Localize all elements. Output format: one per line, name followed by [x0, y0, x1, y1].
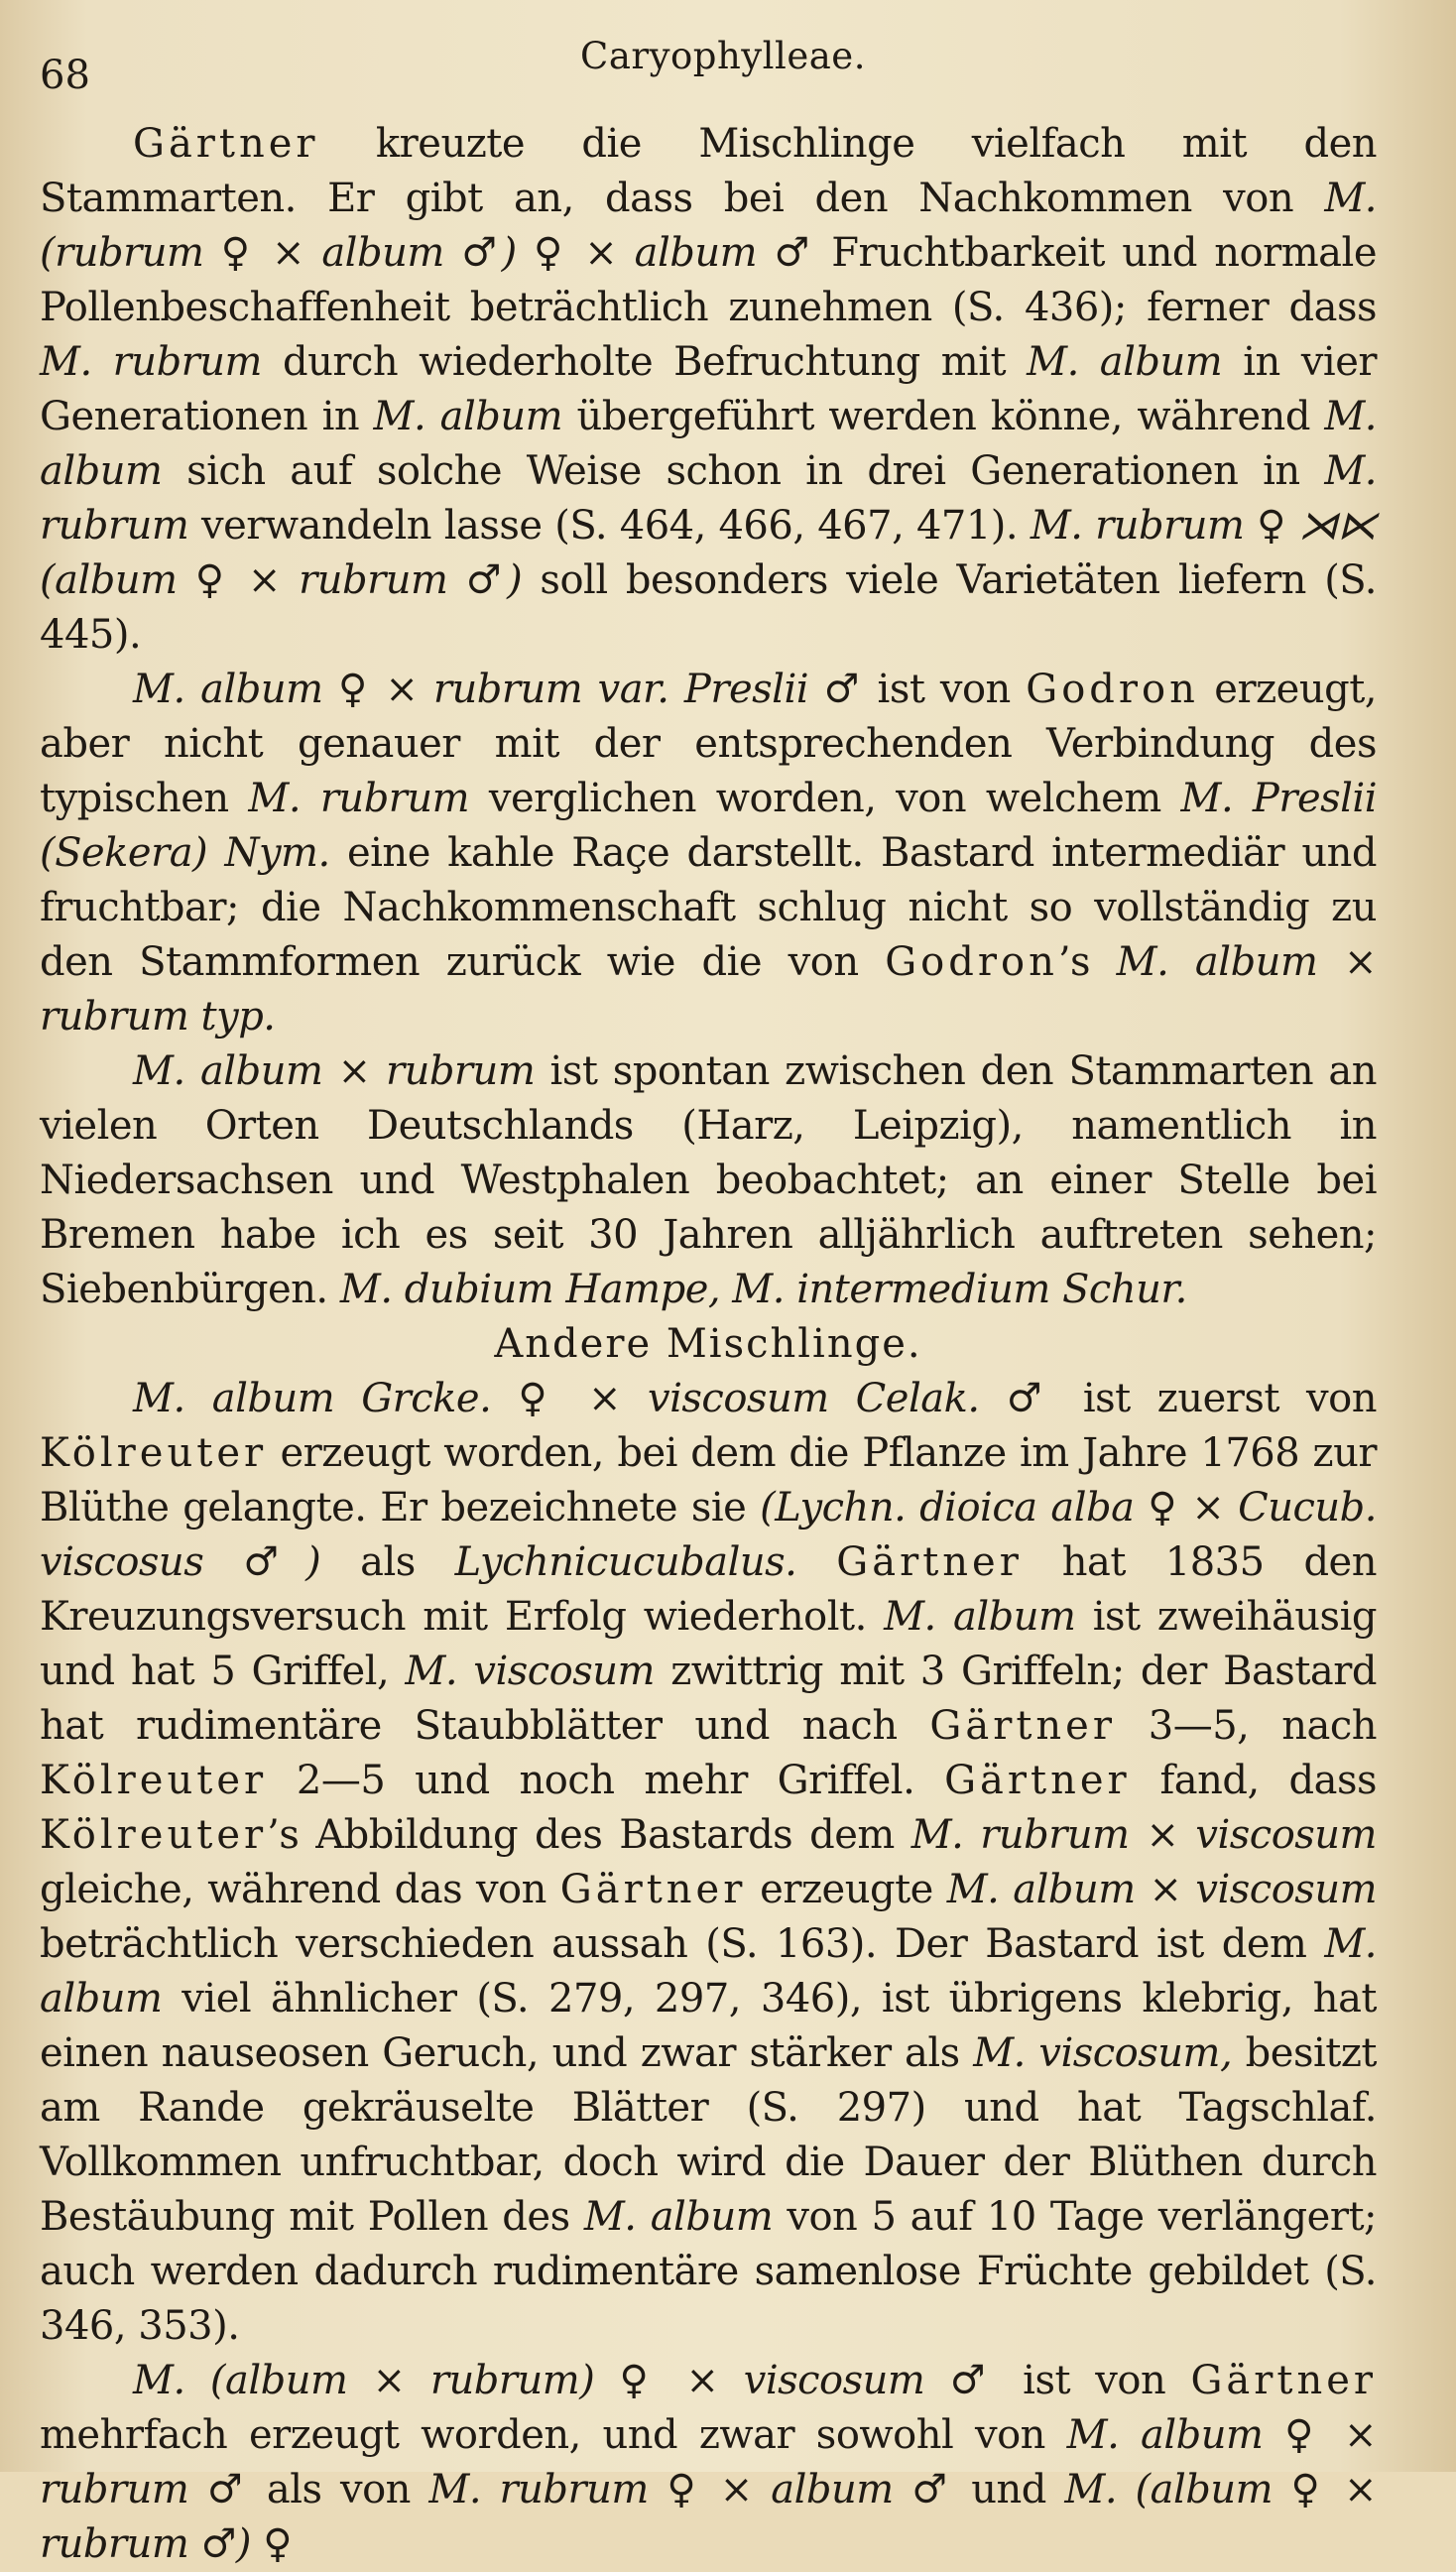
- italic-segment: M. rubrum × viscosum: [910, 1812, 1377, 1858]
- text-segment: und: [952, 2467, 1065, 2512]
- text-segment: verwandeln lasse (S. 464, 466, 467, 471).: [188, 503, 1031, 549]
- italic-segment: M. album: [40, 1921, 1377, 2021]
- text-segment: erzeugte: [746, 1867, 947, 1912]
- spaced-name-segment: Gärtner: [929, 1703, 1116, 1749]
- text-segment: mehrfach erzeugt worden, und zwar sowohl von: [40, 2412, 1067, 2458]
- italic-segment: M. album: [884, 1594, 1076, 1640]
- spaced-name-segment: Kölreuter: [40, 1758, 268, 1803]
- text-segment: [796, 1539, 836, 1585]
- spaced-name-segment: Gärtner: [944, 1758, 1131, 1803]
- italic-segment: M. album ♀ × rubrum ♂: [40, 2412, 1377, 2512]
- text-segment: ’s: [1057, 939, 1117, 985]
- text-segment: gleiche, während das von: [40, 1867, 560, 1912]
- italic-segment: M. album × rubrum: [133, 1048, 536, 1094]
- italic-segment: M. album × rubrum typ.: [40, 939, 1377, 1040]
- italic-segment: M. (rubrum ♀ × album ♂) ♀ × album ♂: [40, 176, 1377, 276]
- italic-segment: M. album: [373, 394, 563, 439]
- text-segment: besitzt am Rande gekräuselte Blätter (S. 297) und hat Tagschlaf. Vollkommen unfruchtbar, doch wird die Dauer der Blüthen durch Bestäubung mit Pollen des: [40, 2030, 1378, 2240]
- text-segment: viel ähnlicher (S. 279, 297, 346), ist übrigens klebrig, hat einen nauseosen Geruch, und zwar stärker als: [40, 1976, 1377, 2076]
- spaced-name-segment: Gärtner: [133, 121, 319, 167]
- text-segment: kreuzte die Mischlinge vielfach mit den Stammarten. Er gibt an, dass bei den Nachkommen von: [40, 121, 1377, 221]
- spaced-name-segment: Kölreuter: [40, 1430, 268, 1476]
- text-segment: als: [320, 1539, 455, 1585]
- spaced-name-segment: Gärtner: [836, 1539, 1023, 1585]
- text-segment: ist von: [862, 667, 1027, 712]
- text-segment: zwittrig mit 3 Griffeln; der Bastard hat rudimentäre Staubblätter und nach: [40, 1649, 1377, 1749]
- italic-segment: M. album: [40, 394, 1377, 494]
- text-segment: ist spontan zwischen den Stammarten an vielen Orten Deutschlands (Harz, Leipzig), namentlich in Niedersachsen und Westphalen beobachtet; an einer Stelle bei Bremen habe ich es seit 30 Jahren alljährlich auftreten sehen; Siebenbürgen.: [40, 1048, 1377, 1312]
- italic-segment: M. album × viscosum: [946, 1867, 1378, 1912]
- text-segment: durch wiederholte Befruchtung mit: [261, 339, 1028, 385]
- page-header: [40, 22, 1406, 101]
- spaced-name-segment: Kölreuter: [40, 1812, 268, 1858]
- paragraph-preslii: [40, 663, 1377, 1044]
- italic-segment: Lychnicucubalus.: [454, 1539, 797, 1585]
- text-segment: soll besonders viele Varietäten liefern (S. 445).: [40, 557, 1378, 658]
- italic-segment: M. album: [1027, 339, 1223, 385]
- text-segment: verglichen worden, von welchem: [469, 776, 1181, 821]
- italic-segment: M. viscosum: [405, 1649, 655, 1694]
- text-segment: 2—5 und noch mehr Griffel.: [267, 1758, 945, 1803]
- italic-segment: M. rubrum: [40, 448, 1377, 549]
- italic-segment: M. rubrum: [248, 776, 470, 821]
- italic-segment: M. viscosum,: [973, 2030, 1233, 2076]
- text-segment: erzeugt, aber nicht genauer mit der entsprechenden Verbindung des typischen: [40, 667, 1377, 821]
- text-segment: 3—5, nach: [1115, 1703, 1377, 1749]
- italic-segment: M. Preslii (Sekera) Nym.: [40, 776, 1378, 876]
- spaced-name-segment: Godron: [885, 939, 1058, 985]
- text-segment: ist zuerst von: [1055, 1376, 1377, 1421]
- text-segment: als von: [248, 2467, 429, 2512]
- italic-segment: (Lychn. dioica alba ♀ × Cucub. viscosus ♂): [40, 1485, 1378, 1585]
- text-segment: sich auf solche Weise schon in drei Generationen in: [162, 448, 1325, 494]
- text-segment: Fruchtbarkeit und normale Pollenbeschaffenheit beträchtlich zunehmen (S. 436); ferner dass: [40, 230, 1377, 330]
- text-segment: fand, dass: [1130, 1758, 1377, 1803]
- text-segment: eine kahle Raçe darstellt. Bastard intermediär und fruchtbar; die Nachkommenschaft schlug nicht so vollständig zu den Stammformen zurück wie die von: [40, 830, 1377, 985]
- body-text: [40, 117, 1377, 2572]
- italic-segment: M. rubrum ♀ × album ♂: [428, 2467, 953, 2512]
- italic-segment: M. album ♀ × rubrum var. Preslii ♂: [133, 667, 863, 712]
- text-segment: ist von: [997, 2358, 1191, 2403]
- italic-segment: M. dubium Hampe, M. intermedium Schur.: [339, 1267, 1187, 1312]
- spaced-name-segment: Godron: [1026, 667, 1199, 712]
- italic-segment: M. rubrum: [40, 339, 262, 385]
- text-segment: in vier Generationen in: [40, 339, 1377, 439]
- spaced-name-segment: Gärtner: [1190, 2358, 1378, 2403]
- page-number: 68: [40, 53, 90, 98]
- paragraph-spontaneous: [40, 1044, 1377, 1317]
- italic-segment: M. (album × rubrum) ♀ × viscosum ♂: [133, 2358, 998, 2403]
- text-segment: ist zweihäusig und hat 5 Griffel,: [40, 1594, 1377, 1694]
- spaced-name-segment: Gärtner: [559, 1867, 747, 1912]
- text-segment: beträchtlich verschieden aussah (S. 163). Der Bastard ist dem: [40, 1921, 1325, 1967]
- section-heading: [40, 1317, 1377, 1372]
- italic-segment: M. album: [583, 2194, 774, 2240]
- text-segment: Andere Mischlinge.: [494, 1321, 922, 1367]
- paragraph-hybrids-garten: [40, 117, 1377, 663]
- italic-segment: M. (album ♀ × rubrum ♂) ♀: [40, 2467, 1377, 2567]
- text-segment: ’s Abbildung des Bastards dem: [267, 1812, 911, 1858]
- text-segment: hat 1835 den Kreuzungsversuch mit Erfolg wiederholt.: [40, 1539, 1377, 1640]
- running-title: Caryophylleae.: [580, 35, 866, 77]
- paragraph-triple-hybrid: [40, 2354, 1377, 2572]
- paragraph-viscosum: [40, 1372, 1377, 2354]
- text-segment: übergeführt werden könne, während: [562, 394, 1325, 439]
- text-segment: erzeugt worden, bei dem die Pflanze im Jahre 1768 zur Blüthe gelangte. Er bezeichnete sie: [40, 1430, 1377, 1531]
- text-segment: von 5 auf 10 Tage verlängert; auch werden dadurch rudimentäre samenlose Früchte gebildet (S. 346, 353).: [40, 2194, 1377, 2349]
- italic-segment: M. album Grcke. ♀ × viscosum Celak. ♂: [133, 1376, 1056, 1421]
- italic-segment: M. rubrum ♀ ⋊⋉ (album ♀ × rubrum ♂): [40, 503, 1378, 603]
